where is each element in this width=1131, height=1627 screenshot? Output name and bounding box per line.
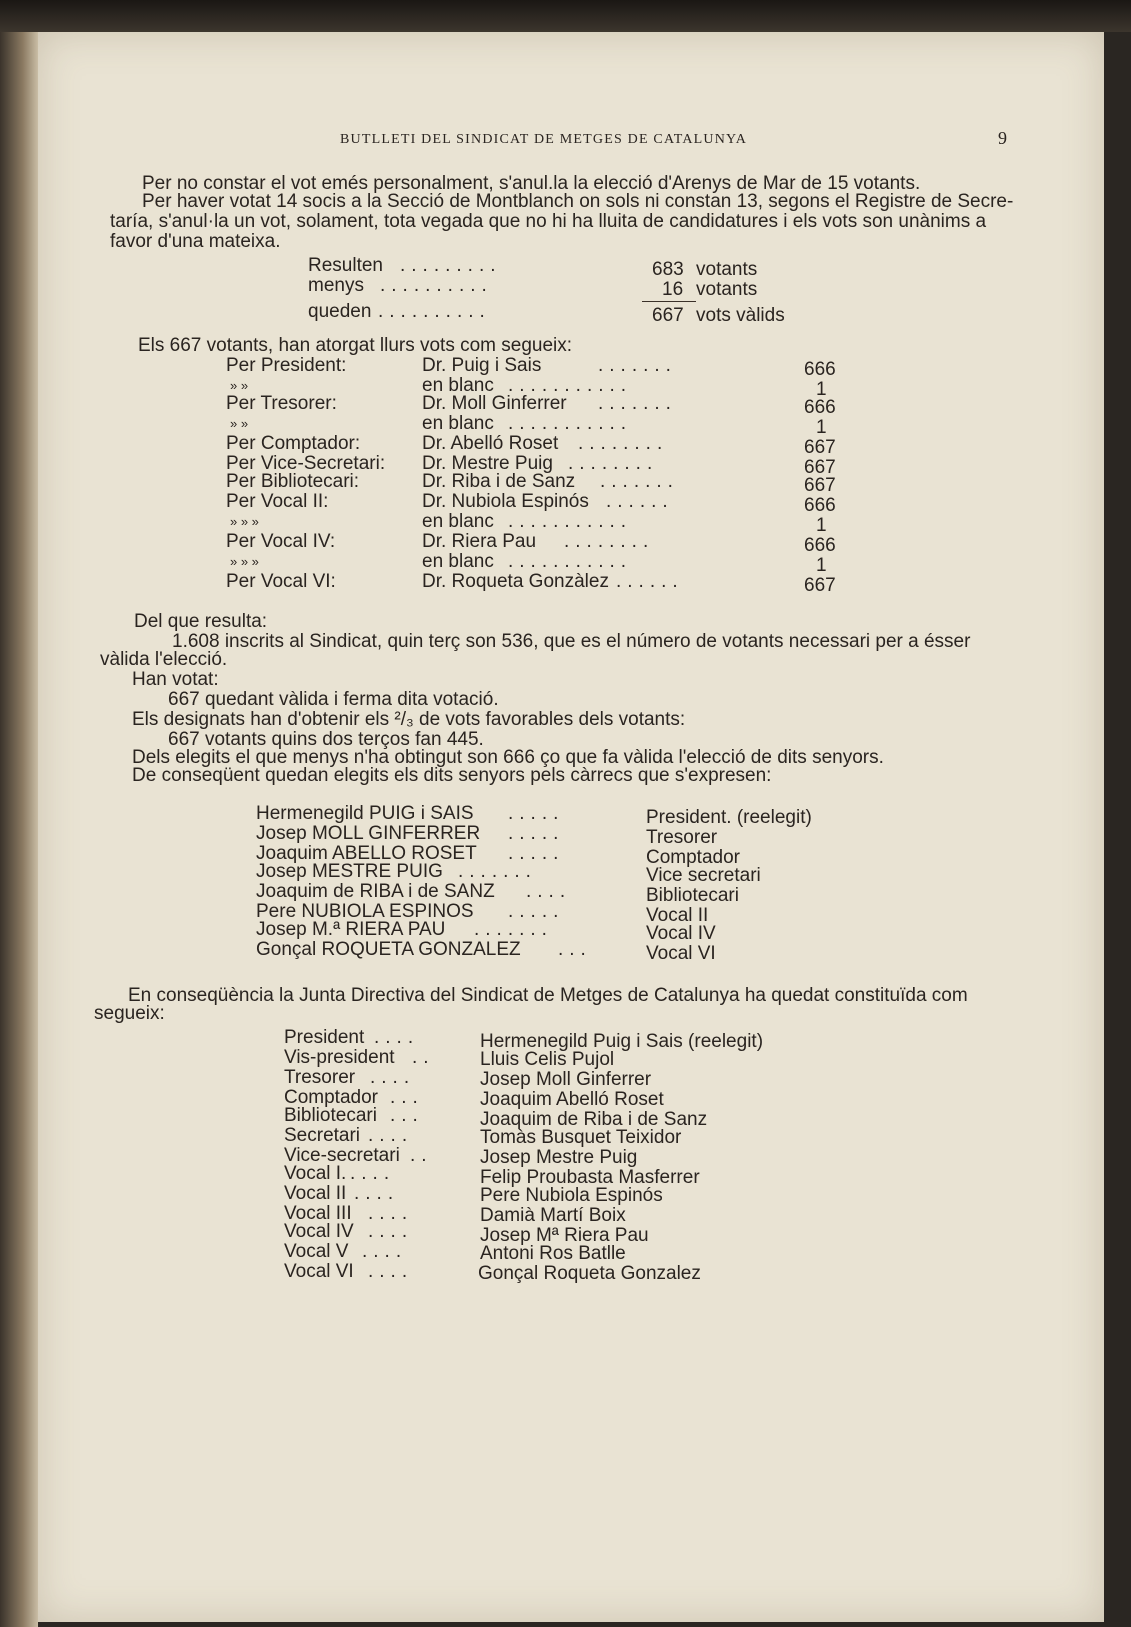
intro-line: favor d'una mateixa. xyxy=(110,231,281,252)
tally-label: menys xyxy=(308,275,364,296)
elected-post: Vocal VI xyxy=(646,943,716,964)
vote-post: Per President: xyxy=(226,355,347,376)
junta-member: Josep Mestre Puig xyxy=(480,1147,638,1168)
vote-count: 666 xyxy=(804,495,836,516)
vote-post: Per Vice-Secretari: xyxy=(226,453,386,474)
vote-candidate: en blanc xyxy=(422,375,494,396)
leader-dots: ........ xyxy=(578,433,669,454)
leader-dots: .... xyxy=(368,1125,414,1146)
leader-dots: ..... xyxy=(508,843,565,864)
leader-dots: .... xyxy=(368,1221,414,1242)
junta-post: Secretari xyxy=(284,1125,361,1146)
elected-post: Vocal IV xyxy=(646,923,716,944)
junta-member: Antoni Ros Batlle xyxy=(480,1243,626,1264)
leader-dots: ..... xyxy=(508,823,565,844)
vote-post: » » xyxy=(230,416,249,431)
vote-candidate: Dr. Riba i de Sanz xyxy=(422,471,576,492)
page-number: 9 xyxy=(998,128,1007,148)
junta-member: Gonçal Roqueta Gonzalez xyxy=(478,1263,701,1284)
leader-dots: ....... xyxy=(474,919,553,940)
junta-intro-line: En conseqüència la Junta Directiva del Sindicat de Metges de Catalunya ha quedat constituïda com xyxy=(128,985,968,1006)
result-line: De conseqüent quedan elegits els dits senyors pels càrrecs que s'expresen: xyxy=(132,765,772,786)
leader-dots: .... xyxy=(362,1241,408,1262)
vote-candidate: en blanc xyxy=(422,551,494,572)
intro-line: Per haver votat 14 socis a la Secció de Montblanch on sols ni constan 13, segons el Registre de Secre- xyxy=(142,191,1014,212)
leader-dots: ...... xyxy=(606,491,674,512)
vote-post: Per Vocal II: xyxy=(226,491,329,512)
leader-dots: .... xyxy=(368,1261,414,1282)
leader-dots: .. xyxy=(412,1047,435,1068)
vote-post: » » » xyxy=(230,554,259,569)
vote-count: 1 xyxy=(816,417,827,438)
running-header: BUTLLETI DEL SINDICAT DE METGES DE CATALUNYA xyxy=(340,132,748,147)
vote-post: Per Vocal IV: xyxy=(226,531,336,552)
junta-post: Vocal III xyxy=(284,1203,352,1224)
junta-member: Tomàs Busquet Teixidor xyxy=(480,1127,682,1148)
intro-line: Per no constar el vot emés personalment, s'anul.la la elecció d'Arenys de Mar de 15 votants. xyxy=(142,173,921,194)
junta-intro-line: segueix: xyxy=(94,1003,165,1024)
vote-count: 1 xyxy=(816,379,827,400)
leader-dots: ... xyxy=(558,939,592,960)
tally-value: 16 xyxy=(662,279,684,300)
elected-name: Hermenegild PUIG i SAIS xyxy=(256,803,474,824)
elected-name: Pere NUBIOLA ESPINOS xyxy=(256,901,474,922)
leader-dots: ....... xyxy=(600,471,679,492)
tally-label: queden xyxy=(308,301,372,322)
elected-post: Vocal II xyxy=(646,905,709,926)
leader-dots: .... xyxy=(350,1163,396,1184)
vote-candidate: Dr. Roqueta Gonzàlez xyxy=(422,571,609,592)
page-top-edge xyxy=(0,0,1131,32)
result-line: Han votat: xyxy=(132,669,219,690)
tally-value: 667 xyxy=(652,305,684,326)
leader-dots: ..... xyxy=(508,901,565,922)
vote-candidate: Dr. Abelló Roset xyxy=(422,433,559,454)
vote-post: Per Comptador: xyxy=(226,433,361,454)
junta-post: Vis-president xyxy=(284,1047,395,1068)
junta-post: President xyxy=(284,1027,365,1048)
leader-dots: .......... xyxy=(380,275,493,296)
vote-post: Per Tresorer: xyxy=(226,393,337,414)
elected-name: Joaquim ABELLO ROSET xyxy=(256,843,477,864)
vote-post: Per Vocal VI: xyxy=(226,571,336,592)
junta-member: Pere Nubiola Espinós xyxy=(480,1185,663,1206)
document-page xyxy=(38,32,1104,1622)
elected-post: Bibliotecari xyxy=(646,885,739,906)
junta-post: Vocal VI xyxy=(284,1261,354,1282)
tally-unit: votants xyxy=(696,259,758,280)
elected-name: Joaquim de RIBA i de SANZ xyxy=(256,881,495,902)
tally-unit: vots vàlids xyxy=(696,305,785,326)
tally-value: 683 xyxy=(652,259,684,280)
leader-dots: .... xyxy=(368,1203,414,1224)
votes-intro: Els 667 votants, han atorgat llurs vots com segueix: xyxy=(138,335,573,356)
leader-dots: ... xyxy=(390,1087,424,1108)
junta-post: Tresorer xyxy=(284,1067,356,1088)
result-line: 1.608 inscrits al Sindicat, quin terç son 536, que es el número de votants necessari per a ésser xyxy=(172,631,971,652)
elected-name: Josep MOLL GINFERRER xyxy=(256,823,481,844)
vote-count: 667 xyxy=(804,575,836,596)
vote-candidate: en blanc xyxy=(422,413,494,434)
tally-unit: votants xyxy=(696,279,758,300)
vote-count: 667 xyxy=(804,457,836,478)
leader-dots: .... xyxy=(374,1027,420,1048)
vote-count: 666 xyxy=(804,535,836,556)
vote-count: 667 xyxy=(804,475,836,496)
vote-count: 1 xyxy=(816,515,827,536)
vote-post: » » » xyxy=(230,514,259,529)
junta-member: Joaquim de Riba i de Sanz xyxy=(480,1109,708,1130)
junta-member: Josep Mª Riera Pau xyxy=(480,1225,649,1246)
sum-rule xyxy=(642,301,696,302)
junta-post: Vocal I. xyxy=(284,1163,347,1184)
leader-dots: ....... xyxy=(598,355,677,376)
result-line: Dels elegits el que menys n'ha obtingut son 666 ço que fa vàlida l'elecció de dits senyors. xyxy=(132,747,884,768)
elected-name: Josep MESTRE PUIG xyxy=(256,861,443,882)
leader-dots: ..... xyxy=(508,803,565,824)
elected-name: Gonçal ROQUETA GONZALEZ xyxy=(256,939,521,960)
elected-post: President. (reelegit) xyxy=(646,807,812,828)
vote-post: » » xyxy=(230,378,249,393)
leader-dots: ........ xyxy=(564,531,655,552)
book-spine xyxy=(0,0,38,1627)
leader-dots: .. xyxy=(410,1145,433,1166)
junta-member: Joaquim Abelló Roset xyxy=(480,1089,664,1110)
junta-member: Josep Moll Ginferrer xyxy=(480,1069,652,1090)
elected-post: Tresorer xyxy=(646,827,718,848)
leader-dots: .... xyxy=(354,1183,400,1204)
leader-dots: ....... xyxy=(598,393,677,414)
leader-dots: ........... xyxy=(508,375,633,396)
junta-member: Felip Proubasta Masferrer xyxy=(480,1167,700,1188)
junta-member: Lluis Celis Pujol xyxy=(480,1049,615,1070)
result-line: Els designats han d'obtenir els ²/₃ de vots favorables dels votants: xyxy=(132,709,686,730)
result-line: 667 votants quins dos terços fan 445. xyxy=(168,729,484,750)
intro-line: taría, s'anul·la un vot, solament, tota vegada que no hi ha lluita de candidatures i els vots son unànims a xyxy=(110,211,987,232)
junta-member: Hermenegild Puig i Sais (reelegit) xyxy=(480,1031,764,1052)
tally-label: Resulten xyxy=(308,255,383,276)
result-line: 667 quedant vàlida i ferma dita votació. xyxy=(168,689,499,710)
vote-post: Per Bibliotecari: xyxy=(226,471,360,492)
junta-post: Vocal IV xyxy=(284,1221,354,1242)
elected-name: Josep M.ª RIERA PAU xyxy=(256,919,446,940)
leader-dots: ...... xyxy=(616,571,684,592)
elected-post: Comptador xyxy=(646,847,740,868)
leader-dots: ... xyxy=(390,1105,424,1126)
vote-candidate: Dr. Nubiola Espinós xyxy=(422,491,589,512)
vote-count: 666 xyxy=(804,397,836,418)
junta-post: Vice-secretari xyxy=(284,1145,400,1166)
vote-count: 667 xyxy=(804,437,836,458)
junta-post: Vocal V xyxy=(284,1241,349,1262)
leader-dots: ......... xyxy=(400,255,502,276)
vote-candidate: Dr. Puig i Sais xyxy=(422,355,542,376)
vote-candidate: Dr. Riera Pau xyxy=(422,531,537,552)
vote-candidate: Dr. Mestre Puig xyxy=(422,453,553,474)
elected-post: Vice secretari xyxy=(646,865,761,886)
vote-candidate: Dr. Moll Ginferrer xyxy=(422,393,567,414)
leader-dots: ........... xyxy=(508,413,633,434)
leader-dots: ........... xyxy=(508,511,633,532)
vote-count: 666 xyxy=(804,359,836,380)
leader-dots: ........... xyxy=(508,551,633,572)
leader-dots: .... xyxy=(370,1067,416,1088)
leader-dots: .... xyxy=(526,881,572,902)
junta-post: Vocal II xyxy=(284,1183,347,1204)
vote-candidate: en blanc xyxy=(422,511,494,532)
leader-dots: ....... xyxy=(458,861,537,882)
vote-count: 1 xyxy=(816,555,827,576)
junta-member: Damià Martí Boix xyxy=(480,1205,626,1226)
result-line: vàlida l'elecció. xyxy=(100,649,228,670)
leader-dots: .......... xyxy=(378,301,491,322)
junta-post: Comptador xyxy=(284,1087,378,1108)
result-line: Del que resulta: xyxy=(134,611,268,632)
leader-dots: ........ xyxy=(568,453,659,474)
junta-post: Bibliotecari xyxy=(284,1105,377,1126)
